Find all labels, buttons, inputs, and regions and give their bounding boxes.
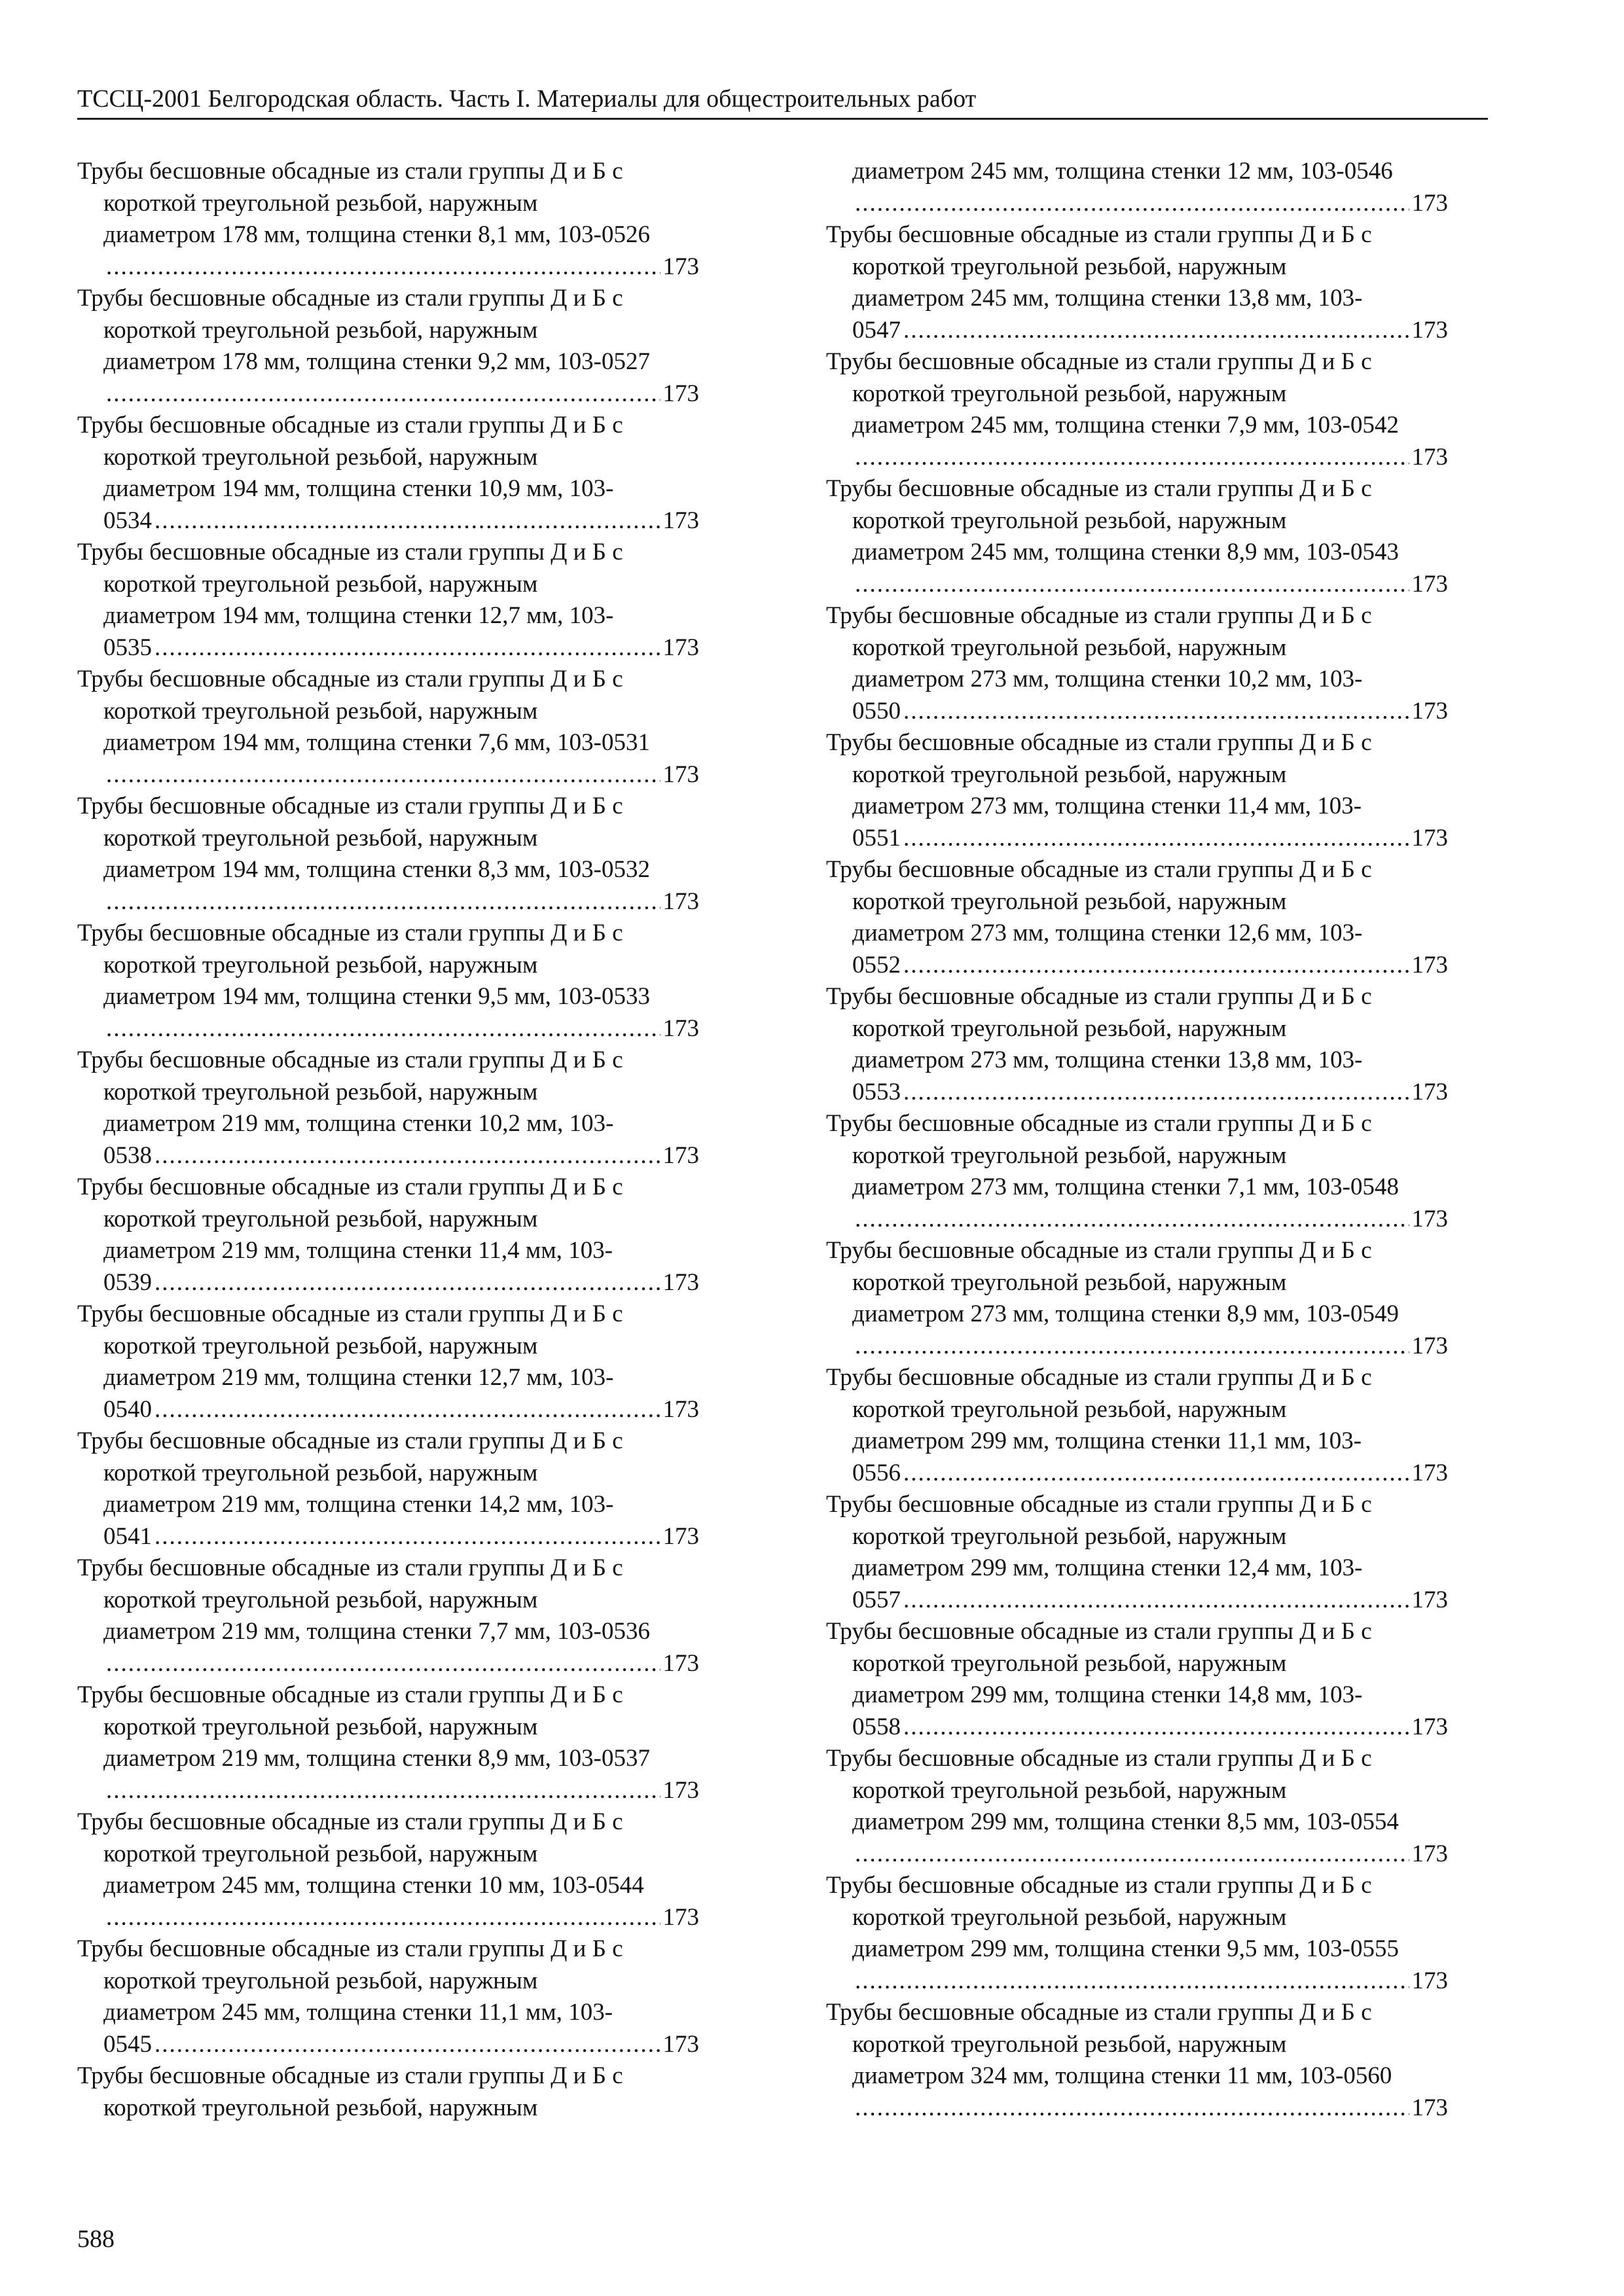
page-ref: 173: [1411, 1840, 1448, 1867]
entry-line: короткой треугольной резьбой, наружным: [103, 443, 538, 471]
leader-row: [826, 696, 1448, 728]
page-ref: 173: [1411, 951, 1448, 978]
entry-line: Трубы бесшовные обсадные из стали группы Д и Б с: [77, 412, 623, 439]
page-ref: 173: [662, 1649, 699, 1677]
index-entry[interactable]: [77, 537, 699, 664]
leader-row: [77, 1775, 699, 1807]
entry-code-tail: 0551: [852, 824, 901, 852]
page-ref: 173: [662, 1141, 699, 1169]
index-entry[interactable]: [826, 1235, 1448, 1362]
leader-row: [826, 1839, 1448, 1871]
entry-line: диаметром 273 мм, толщина стенки 13,8 мм, 103-: [852, 1047, 1363, 1073]
dot-leader: [154, 1267, 660, 1299]
entry-line: короткой треугольной резьбой, наружным: [852, 888, 1287, 915]
entry-line: диаметром 245 мм, толщина стенки 10 мм, 103-0544: [103, 1872, 644, 1899]
leader-row: [77, 1267, 699, 1299]
entry-code-tail: 0545: [103, 2030, 152, 2058]
left-column: [77, 156, 699, 2124]
page-header: [77, 84, 1488, 120]
entry-line: Трубы бесшовные обсадные из стали группы Д и Б с: [826, 856, 1372, 883]
page-ref: 173: [662, 888, 699, 915]
index-entry[interactable]: [826, 727, 1448, 854]
dot-leader: [106, 1902, 660, 1934]
entry-line: диаметром 194 мм, толщина стенки 12,7 мм, 103-: [103, 602, 614, 629]
page-ref: 173: [1411, 1078, 1448, 1105]
entry-line: диаметром 273 мм, толщина стенки 7,1 мм, 103-0548: [852, 1174, 1399, 1200]
leader-row: [77, 251, 699, 283]
entry-line: короткой треугольной резьбой, наружным: [852, 761, 1287, 788]
index-entry[interactable]: [77, 791, 699, 918]
entry-line: Трубы бесшовные обсадные из стали группы Д и Б с: [826, 1110, 1372, 1137]
leader-row: [77, 1013, 699, 1045]
page-ref: 173: [1411, 1205, 1448, 1232]
leader-row: [826, 950, 1448, 982]
leader-row: [77, 1140, 699, 1172]
dot-leader: [855, 188, 1409, 220]
entry-line: Трубы бесшовные обсадные из стали группы Д и Б с: [77, 1554, 623, 1581]
page-ref: 173: [662, 1268, 699, 1296]
page-ref: 173: [662, 1522, 699, 1550]
entry-line: Трубы бесшовные обсадные из стали группы Д и Б с: [826, 475, 1372, 502]
entry-line: короткой треугольной резьбой, наружным: [103, 1459, 538, 1486]
page-ref: 173: [1411, 1459, 1448, 1486]
index-entry[interactable]: [826, 219, 1448, 346]
index-entry[interactable]: [826, 981, 1448, 1108]
entry-line: диаметром 273 мм, толщина стенки 10,2 мм, 103-: [852, 666, 1363, 692]
entry-line: короткой треугольной резьбой, наружным: [852, 1776, 1287, 1804]
page-ref: 173: [662, 1776, 699, 1804]
index-entry[interactable]: [77, 1933, 699, 2060]
index-entry[interactable]: [77, 918, 699, 1045]
page-ref: 173: [662, 1903, 699, 1931]
entry-line: Трубы бесшовные обсадные из стали группы Д и Б с: [77, 1174, 623, 1200]
entry-line: Трубы бесшовные обсадные из стали группы Д и Б с: [77, 1047, 623, 1073]
page-ref: 173: [662, 1395, 699, 1423]
dot-leader: [855, 442, 1409, 474]
dot-leader: [855, 1331, 1409, 1363]
index-entry[interactable]: [826, 346, 1448, 473]
entry-line: диаметром 219 мм, толщина стенки 8,9 мм, 103-0537: [103, 1745, 650, 1772]
entry-line: диаметром 324 мм, толщина стенки 11 мм, 103-0560: [852, 2062, 1392, 2089]
leader-row: [826, 315, 1448, 347]
index-entry[interactable]: [77, 283, 699, 410]
entry-line: Трубы бесшовные обсадные из стали группы Д и Б с: [826, 1999, 1372, 2026]
page-ref: 173: [1411, 2094, 1448, 2121]
entry-line: диаметром 219 мм, толщина стенки 11,4 мм, 103-: [103, 1237, 613, 1264]
entry-line: Трубы бесшовные обсадные из стали группы Д и Б с: [826, 1491, 1372, 1518]
entry-line: короткой треугольной резьбой, наружным: [103, 1205, 538, 1232]
entry-line: диаметром 299 мм, толщина стенки 9,5 мм, 103-0555: [852, 1935, 1399, 1962]
entry-line: короткой треугольной резьбой, наружным: [852, 1268, 1287, 1296]
entry-line: короткой треугольной резьбой, наружным: [852, 507, 1287, 534]
dot-leader: [855, 2092, 1409, 2125]
dot-leader: [903, 696, 1409, 728]
entry-line: короткой треугольной резьбой, наружным: [103, 1967, 538, 1994]
entry-line: диаметром 299 мм, толщина стенки 8,5 мм, 103-0554: [852, 1808, 1399, 1835]
entry-line: короткой треугольной резьбой, наружным: [852, 1903, 1287, 1931]
dot-leader: [855, 1839, 1409, 1871]
dot-leader: [106, 1648, 660, 1680]
page-ref: 173: [662, 1014, 699, 1042]
page-ref: 173: [662, 253, 699, 280]
index-entry[interactable]: [77, 1552, 699, 1679]
entry-code-tail: 0547: [852, 316, 901, 344]
entry-line: короткой треугольной резьбой, наружным: [103, 1840, 538, 1867]
dot-leader: [106, 759, 660, 791]
index-entry[interactable]: [826, 1362, 1448, 1489]
index-entry[interactable]: [826, 473, 1448, 600]
entry-line: диаметром 178 мм, толщина стенки 8,1 мм, 103-0526: [103, 221, 650, 248]
leader-row: [77, 1521, 699, 1553]
entry-line: короткой треугольной резьбой, наружным: [852, 1014, 1287, 1042]
leader-row: [826, 823, 1448, 855]
entry-line: диаметром 219 мм, толщина стенки 10,2 мм, 103-: [103, 1110, 614, 1137]
page-ref: 173: [662, 634, 699, 661]
index-entry[interactable]: [77, 1426, 699, 1552]
dot-leader: [154, 1394, 660, 1426]
entry-line: Трубы бесшовные обсадные из стали группы Д и Б с: [826, 729, 1372, 756]
entry-line: короткой треугольной резьбой, наружным: [103, 697, 538, 725]
entry-code-tail: 0539: [103, 1268, 152, 1296]
leader-row: [77, 1902, 699, 1934]
entry-line: Трубы бесшовные обсадные из стали группы Д и Б с: [77, 920, 623, 946]
entry-line: Трубы бесшовные обсадные из стали группы Д и Б с: [826, 1237, 1372, 1264]
entry-line: Трубы бесшовные обсадные из стали группы Д и Б с: [77, 666, 623, 692]
page-ref: 173: [662, 2030, 699, 2058]
index-entry[interactable]: [826, 1489, 1448, 1616]
entry-line: диаметром 299 мм, толщина стенки 14,8 мм, 103-: [852, 1681, 1363, 1708]
entry-line: Трубы бесшовные обсадные из стали группы Д и Б с: [826, 1364, 1372, 1391]
dot-leader: [903, 1585, 1409, 1617]
entry-line: короткой треугольной резьбой, наружным: [852, 253, 1287, 280]
entry-line: диаметром 219 мм, толщина стенки 12,7 мм, 103-: [103, 1364, 614, 1391]
entry-line: короткой треугольной резьбой, наружным: [103, 1713, 538, 1740]
leader-row: [826, 1712, 1448, 1744]
right-column: [826, 156, 1448, 2124]
entry-code-tail: 0540: [103, 1395, 152, 1423]
entry-code-tail: 0550: [852, 697, 901, 725]
entry-line: диаметром 245 мм, толщина стенки 13,8 мм, 103-: [852, 285, 1363, 312]
dot-leader: [106, 1013, 660, 1045]
entry-code-tail: 0534: [103, 507, 152, 534]
dot-leader: [154, 505, 660, 537]
leader-row: [826, 1331, 1448, 1363]
dot-leader: [903, 1458, 1409, 1490]
index-entry[interactable]: [826, 1108, 1448, 1235]
dot-leader: [903, 1077, 1409, 1109]
index-entry[interactable]: [77, 1299, 699, 1426]
index-entry[interactable]: [77, 1806, 699, 1933]
header-title: ТССЦ-2001 Белгородская область. Часть I. Материалы для общестроительных работ: [77, 85, 977, 113]
entry-line: Трубы бесшовные обсадные из стали группы Д и Б с: [77, 1427, 623, 1454]
entry-line: диаметром 194 мм, толщина стенки 9,5 мм, 103-0533: [103, 983, 650, 1010]
entry-line: короткой треугольной резьбой, наружным: [103, 951, 538, 978]
entry-line: диаметром 299 мм, толщина стенки 11,1 мм, 103-: [852, 1427, 1362, 1454]
entry-line: Трубы бесшовные обсадные из стали группы Д и Б с: [826, 983, 1372, 1010]
index-entry[interactable]: [826, 1743, 1448, 1870]
entry-line: Трубы бесшовные обсадные из стали группы Д и Б с: [826, 348, 1372, 375]
page-number: 588: [77, 2225, 115, 2253]
dot-leader: [903, 315, 1409, 347]
entry-line: диаметром 245 мм, толщина стенки 8,9 мм, 103-0543: [852, 539, 1399, 565]
page-ref: 173: [662, 761, 699, 788]
entry-line: короткой треугольной резьбой, наружным: [103, 316, 538, 344]
entry-line: диаметром 219 мм, толщина стенки 7,7 мм, 103-0536: [103, 1618, 650, 1645]
page-ref: 173: [1411, 316, 1448, 344]
dot-leader: [154, 632, 660, 664]
entry-line: диаметром 273 мм, толщина стенки 12,6 мм, 103-: [852, 920, 1363, 946]
dot-leader: [903, 823, 1409, 855]
page-ref: 173: [1411, 697, 1448, 725]
page-ref: 173: [1411, 824, 1448, 852]
leader-row: [77, 886, 699, 918]
entry-line: Трубы бесшовные обсадные из стали группы Д и Б с: [77, 1681, 623, 1708]
dot-leader: [855, 569, 1409, 601]
leader-row: [826, 1458, 1448, 1490]
entry-line: короткой треугольной резьбой, наружным: [852, 634, 1287, 661]
leader-row: [77, 2029, 699, 2061]
leader-row: [826, 1965, 1448, 1998]
entry-line: короткой треугольной резьбой, наружным: [103, 1078, 538, 1105]
continued-entry[interactable]: [826, 156, 1448, 219]
entry-line: короткой треугольной резьбой, наружным: [852, 1522, 1287, 1550]
dot-leader: [106, 378, 660, 410]
entry-code-tail: 0538: [103, 1141, 152, 1169]
page-ref: 173: [1411, 443, 1448, 471]
entry-code-tail: 0552: [852, 951, 901, 978]
dot-leader: [855, 1204, 1409, 1236]
leader-row: [77, 759, 699, 791]
entry-line: диаметром 194 мм, толщина стенки 8,3 мм, 103-0532: [103, 856, 650, 883]
leader-row: [77, 632, 699, 664]
leader-row: [77, 505, 699, 537]
leader-row: [77, 378, 699, 410]
index-entry[interactable]: [826, 600, 1448, 727]
entry-line: Трубы бесшовные обсадные из стали группы Д и Б с: [826, 1618, 1372, 1645]
entry-code-tail: 0553: [852, 1078, 901, 1105]
entry-code-tail: 0541: [103, 1522, 152, 1550]
entry-code-tail: 0556: [852, 1459, 901, 1486]
dot-leader: [106, 1775, 660, 1807]
entry-line: короткой треугольной резьбой, наружным: [103, 824, 538, 852]
entry-line: короткой треугольной резьбой, наружным: [852, 1395, 1287, 1423]
entry-line: Трубы бесшовные обсадные из стали группы Д и Б с: [77, 2062, 623, 2089]
dot-leader: [154, 1140, 660, 1172]
dot-leader: [855, 1965, 1409, 1998]
entry-line: диаметром 273 мм, толщина стенки 11,4 мм, 103-: [852, 793, 1362, 819]
page-ref: 173: [1411, 189, 1448, 217]
entry-line: Трубы бесшовные обсадные из стали группы Д и Б с: [826, 602, 1372, 629]
page-ref: 173: [1411, 570, 1448, 598]
entry-line: Трубы бесшовные обсадные из стали группы Д и Б с: [77, 1808, 623, 1835]
entry-line: Трубы бесшовные обсадные из стали группы Д и Б с: [77, 539, 623, 565]
leader-row: [826, 569, 1448, 601]
page-ref: 173: [1411, 1713, 1448, 1740]
page-ref: 173: [662, 507, 699, 534]
index-entry[interactable]: [826, 1997, 1448, 2124]
index-entry[interactable]: [826, 854, 1448, 981]
entry-line: короткой треугольной резьбой, наружным: [852, 1649, 1287, 1677]
entry-line: диаметром 219 мм, толщина стенки 14,2 мм, 103-: [103, 1491, 614, 1518]
page-ref: 173: [1411, 1332, 1448, 1359]
entry-line: Трубы бесшовные обсадные из стали группы Д и Б с: [77, 158, 623, 185]
entry-line: короткой треугольной резьбой, наружным: [103, 1332, 538, 1359]
entry-line: короткой треугольной резьбой, наружным: [852, 1141, 1287, 1169]
entry-line: Трубы бесшовные обсадные из стали группы Д и Б с: [77, 793, 623, 819]
leader-row: [826, 2092, 1448, 2125]
index-entry[interactable]: [77, 156, 699, 283]
index-entry[interactable]: [826, 1870, 1448, 1997]
leader-row: [826, 1077, 1448, 1109]
entry-line: диаметром 299 мм, толщина стенки 12,4 мм, 103-: [852, 1554, 1363, 1581]
leader-row: [826, 1585, 1448, 1617]
entry-line: диаметром 194 мм, толщина стенки 7,6 мм, 103-0531: [103, 729, 650, 756]
entry-code-tail: 0535: [103, 634, 152, 661]
entry-line: Трубы бесшовные обсадные из стали группы Д и Б с: [77, 1935, 623, 1962]
entry-code-tail: 0558: [852, 1713, 901, 1740]
index-entry[interactable]: [77, 1679, 699, 1806]
dot-leader: [154, 2029, 660, 2061]
page-ref: 173: [1411, 1586, 1448, 1613]
leader-row: [826, 188, 1448, 220]
entry-line: диаметром 245 мм, толщина стенки 7,9 мм, 103-0542: [852, 412, 1399, 439]
entry-line: диаметром 245 мм, толщина стенки 11,1 мм, 103-: [103, 1999, 613, 2026]
page-ref: 173: [1411, 1967, 1448, 1994]
index-entry[interactable]: [826, 1616, 1448, 1743]
index-entry[interactable]: [77, 1045, 699, 1172]
entry-line: Трубы бесшовные обсадные из стали группы Д и Б с: [826, 1872, 1372, 1899]
entry-code-tail: 0557: [852, 1586, 901, 1613]
entry-line: Трубы бесшовные обсадные из стали группы Д и Б с: [826, 221, 1372, 248]
dot-leader: [154, 1521, 660, 1553]
entry-line: диаметром 194 мм, толщина стенки 10,9 мм, 103-: [103, 475, 614, 502]
leader-row: [77, 1394, 699, 1426]
index-entry[interactable]: [77, 1172, 699, 1299]
entry-line: короткой треугольной резьбой, наружным: [103, 1586, 538, 1613]
dot-leader: [903, 950, 1409, 982]
page-ref: 173: [662, 380, 699, 407]
leader-row: [77, 1648, 699, 1680]
entry-line: короткой треугольной резьбой, наружным: [852, 2030, 1287, 2058]
leader-row: [826, 1204, 1448, 1236]
entry-line: короткой треугольной резьбой, наружным: [103, 2094, 538, 2121]
entry-line: Трубы бесшовные обсадные из стали группы Д и Б с: [826, 1745, 1372, 1772]
dot-leader: [106, 886, 660, 918]
index-entry[interactable]: [77, 410, 699, 537]
dot-leader: [106, 251, 660, 283]
entry-line: Трубы бесшовные обсадные из стали группы Д и Б с: [77, 285, 623, 312]
index-entry[interactable]: [77, 664, 699, 791]
entry-line: диаметром 178 мм, толщина стенки 9,2 мм, 103-0527: [103, 348, 650, 375]
entry-line: диаметром 273 мм, толщина стенки 8,9 мм, 103-0549: [852, 1300, 1399, 1327]
entry-line: короткой треугольной резьбой, наружным: [852, 380, 1287, 407]
leader-row: [826, 442, 1448, 474]
entry-line: диаметром 245 мм, толщина стенки 12 мм, 103-0546: [852, 158, 1393, 185]
entry-line: короткой треугольной резьбой, наружным: [103, 189, 538, 217]
partial-entry[interactable]: [77, 2060, 699, 2124]
entry-line: короткой треугольной резьбой, наружным: [103, 570, 538, 598]
dot-leader: [903, 1712, 1409, 1744]
entry-line: Трубы бесшовные обсадные из стали группы Д и Б с: [77, 1300, 623, 1327]
